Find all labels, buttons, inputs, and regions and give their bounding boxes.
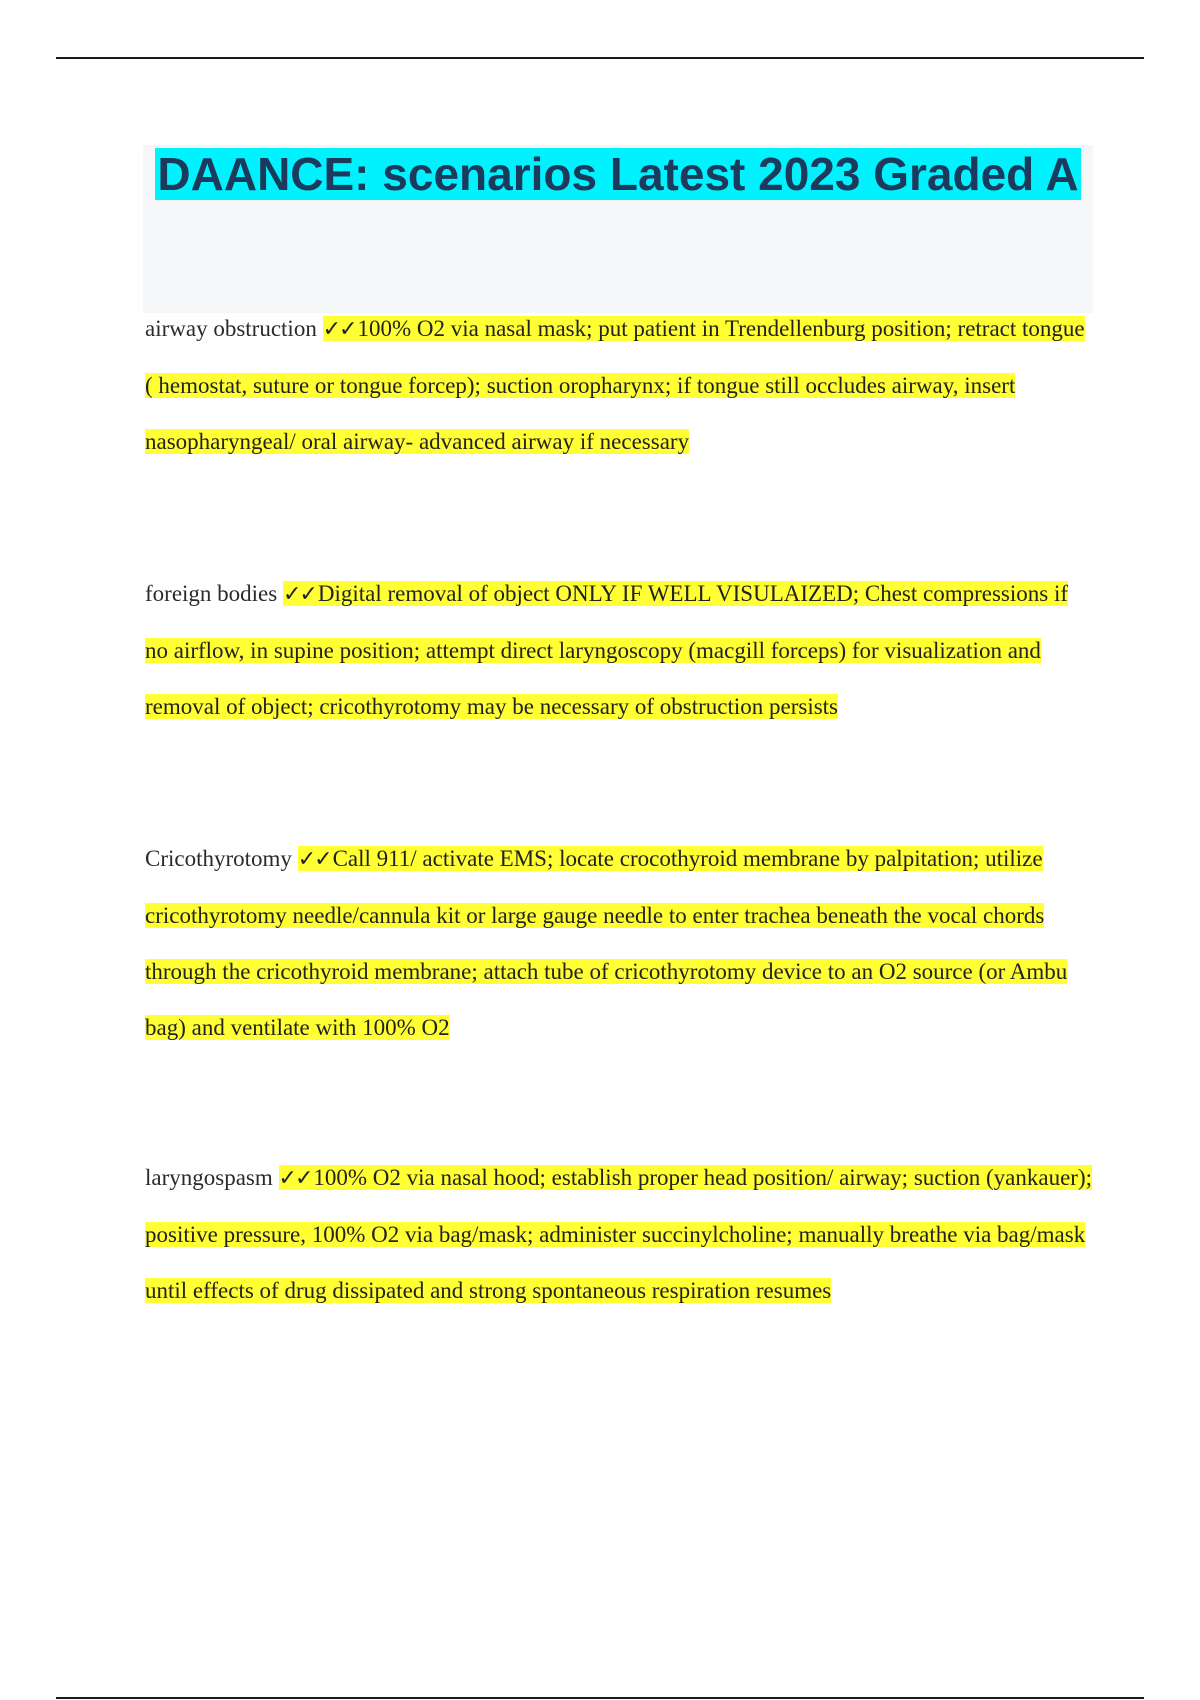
bottom-rule (56, 1697, 1144, 1699)
document-title-text: DAANCE: scenarios Latest 2023 Graded A (157, 148, 1079, 200)
double-check-icon: ✓✓ (297, 847, 331, 872)
entry-term: airway obstruction (145, 316, 317, 341)
entry-term: laryngospasm (145, 1165, 273, 1190)
flashcard-entry-laryngospasm (145, 1150, 1095, 1319)
entry-answer-highlight (145, 1165, 1092, 1303)
entry-answer-highlight (145, 846, 1067, 1040)
double-check-icon: ✓✓ (322, 317, 356, 342)
entry-answer-highlight (145, 581, 1068, 719)
flashcard-entry-airway-obstruction (145, 301, 1095, 470)
entry-answer: Digital removal of object ONLY IF WELL VISULAIZED; Chest compressions if no airflow, in supine position; attempt direct laryngoscopy (macgill forceps) for visualization and removal of object; cricothyrotomy may be necessary of obstruction persists (145, 581, 1069, 719)
double-check-icon: ✓✓ (282, 582, 316, 607)
entry-term: Cricothyrotomy (145, 846, 292, 871)
entry-answer: 100% O2 via nasal hood; establish proper head position/ airway; suction (yankauer); positive pressure, 100% O2 via bag/mask; administer succinylcholine; manually breathe via bag/mask until effects of drug dissipated and strong spontaneous respiration resumes (145, 1165, 1092, 1303)
flashcard-entry-cricothyrotomy (145, 831, 1095, 1056)
entry-answer: 100% O2 via nasal mask; put patient in Trendellenburg position; retract tongue ( hemostat, suture or tongue forcep); suction oropharynx; if tongue still occludes airway, insert nasopharyngeal/ oral airway- advanced airway if necessary (145, 316, 1085, 454)
double-check-icon: ✓✓ (278, 1166, 312, 1191)
top-rule (56, 57, 1144, 59)
entry-term: foreign bodies (145, 581, 278, 606)
flashcard-entry-foreign-bodies (145, 566, 1095, 735)
document-title (143, 147, 1093, 202)
entry-answer: Call 911/ activate EMS; locate crocothyroid membrane by palpitation; utilize cricothyrotomy needle/cannula kit or large gauge needle to enter trachea beneath the vocal chords through the cricothyroid membrane; attach tube of cricothyrotomy device to an O2 source (or Ambu bag) and ventilate with 100% O2 (145, 846, 1068, 1040)
